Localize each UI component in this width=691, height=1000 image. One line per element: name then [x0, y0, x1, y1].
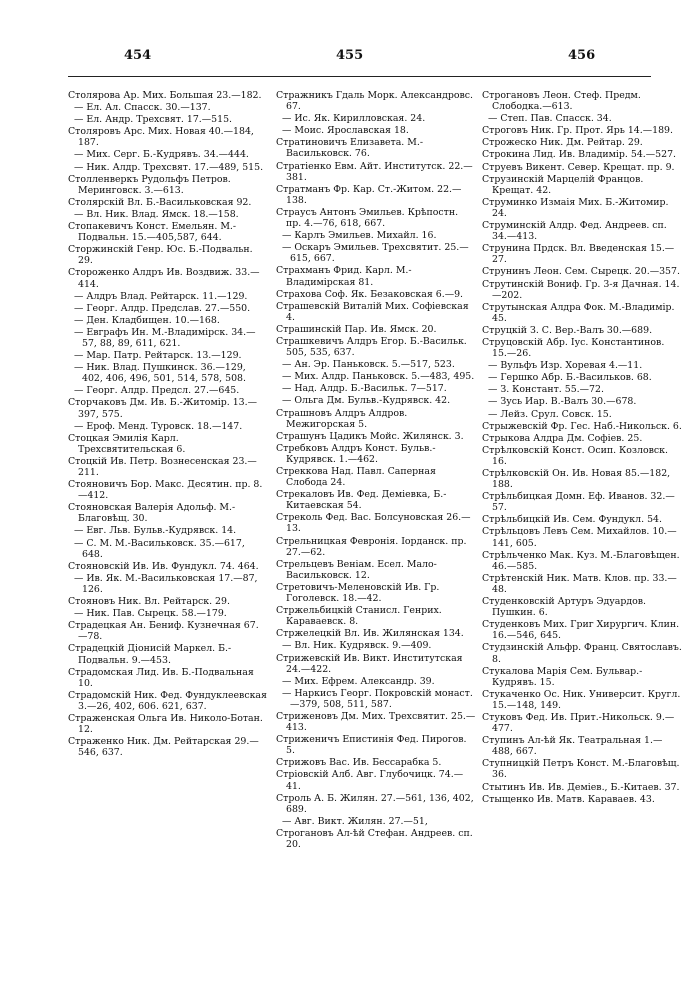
directory-entry: Стрельницкая Февронія. Іорданск. пр. 27.—62. — [276, 535, 467, 558]
directory-entry: Стрѣлковскій Конст. Осип. Козловск. 16. — [482, 444, 669, 467]
page-number-right: 456 — [568, 48, 596, 63]
directory-entry: Ступинъ Ал-ѣй Як. Театральная 1.—488, 667. — [482, 735, 663, 758]
directory-entry: Страшевскій Виталій Мих. Софіевская 4. — [276, 300, 469, 323]
directory-entry: — Георг. Алдр. Предслав. 27.—550. — [74, 302, 251, 314]
directory-entry: Стояновъ Ник. Вл. Рейтарск. 29. — [68, 596, 230, 608]
directory-entry: Столяровъ Арс. Мих. Новая 40.—184, 187. — [68, 126, 254, 149]
directory-entry: Страженская Ольга Ив. Николо-Ботан. 12. — [68, 712, 263, 736]
directory-entry: Строль А. Б. Жилян. 27.—561, 136, 402, 689. — [276, 792, 474, 815]
directory-entry: — Оскаръ Эмильев. Трехсвятит. 25.—615, 667. — [282, 242, 469, 265]
directory-entry: Стрельцевъ Веніам. Есел. Мало-Васильковск. 12. — [276, 558, 437, 581]
directory-entry: Струнина Прдск. Вл. Введенская 15.—27. — [482, 243, 675, 266]
directory-entry: Струцовскій Абр. Іус. Константинов. 15.—26. — [482, 336, 665, 360]
directory-entry: Страшинскій Пар. Ив. Ямск. 20. — [276, 323, 437, 335]
directory-entry: — Мих. Алдр. Паньковск. 5.—483, 495. — [282, 371, 475, 383]
directory-entry: Стржелецкій Вл. Ив. Жилянская 134. — [276, 628, 464, 640]
directory-entry: Стржельбицкій Станисл. Генрих. Караваевск. 8. — [276, 605, 442, 628]
directory-entry: Ступницкій Петръ Конст. М.-Благовѣщ. 36. — [482, 758, 680, 781]
directory-entry: Стреколь Фед. Вас. Болсуновская 26.—13. — [276, 512, 471, 535]
directory-entry: Стоцкій Ив. Петр. Вознесенская 23.—211. — [68, 455, 257, 478]
directory-entry: Струзинскій Марцелій Францов. Крещат. 42. — [482, 173, 644, 196]
directory-entry: Стрижовъ Вас. Ив. Бессарабка 5. — [276, 757, 442, 769]
directory-entry: — Вульфъ Изр. Хоревая 4.—11. — [488, 360, 643, 372]
directory-entry: Стрѣльцовъ Левъ Сем. Михайлов. 10.—141, 605. — [482, 526, 677, 549]
directory-entry: — Авг. Викт. Жилян. 27.—51, — [282, 815, 428, 827]
directory-entry: Струцкій З. С. Вер.-Валъ 30.—689. — [482, 324, 653, 336]
directory-entry: — Ник. Влад. Пушкинск. 36.—129, 402, 406, 496, 501, 514, 578, 508. — [74, 362, 246, 385]
directory-entry: — Евграфъ Ин. М.-Владимірск. 34.—57, 88, 89, 611, 621. — [74, 326, 256, 349]
directory-entry: Струевъ Викент. Север. Крещат. пр. 9. — [482, 161, 675, 173]
directory-entry: Столленверкъ Рудольфъ Петров. Меринговск. 3.—613. — [68, 173, 231, 196]
directory-entry: Стопакевичъ Конст. Емельян. М.-Подвальн. 15.—405,587, 644. — [68, 221, 237, 244]
directory-entry: Стріовскій Алб. Авг. Глубочицк. 74.—41. — [276, 769, 464, 792]
directory-column-left — [68, 90, 268, 759]
directory-entry: Строгановъ Ал-ѣй Стефан. Андреев. сп. 20. — [276, 827, 473, 850]
directory-entry: Стриженовъ Дм. Мих. Трехсвятит. 25.—413. — [276, 710, 476, 734]
directory-entry: Струминскій Алдр. Фед. Андреев. сп. 34.—413. — [482, 220, 667, 243]
directory-entry: Стреккова Над. Павл. Саперная Слобода 24. — [276, 466, 436, 489]
directory-entry: Стрѣлковскій Он. Ив. Новая 85.—182, 188. — [482, 468, 671, 491]
directory-entry: Сторжинскій Генр. Юс. Б.-Подвальн. 29. — [68, 244, 253, 267]
directory-entry: Стояновичъ Бор. Макс. Десятин. пр. 8.—412. — [68, 479, 263, 502]
directory-entry: Столярова Ар. Мих. Большая 23.—182. — [68, 90, 262, 101]
directory-entry: Стрѣльбицкая Домн. Еф. Иванов. 32.—57. — [482, 491, 675, 514]
directory-entry: Стытинъ Ив. Ив. Деміев., Б.-Китаев. 37. — [482, 781, 680, 793]
directory-entry: — Лейз. Срул. Совск. 15. — [488, 408, 612, 420]
directory-entry: — Ис. Як. Кирилловская. 24. — [282, 113, 426, 125]
directory-entry: Студенковъ Мих. Григ Хирургич. Клин. 16.—546, 645. — [482, 619, 680, 642]
directory-entry: Строкина Лид. Ив. Владимір. 54.—527. — [482, 149, 677, 161]
directory-entry: — Ив. Як. М.-Васильковская 17.—87, 126. — [74, 572, 258, 595]
directory-entry: — Наркисъ Георг. Покровскій монаст.—379, 508, 511, 587. — [282, 687, 473, 710]
directory-entry: Стуковъ Фед. Ив. Прит.-Никольск. 9.—477. — [482, 711, 675, 735]
directory-entry: Студенковскій Артуръ Эдуардов. Пушкин. 6. — [482, 596, 647, 619]
directory-entry: Страженко Ник. Дм. Рейтарская 29.—546, 637. — [68, 736, 259, 759]
directory-entry: — Вл. Ник. Влад. Ямск. 18.—158. — [74, 208, 239, 220]
directory-entry: — Ник. Пав. Сырецк. 58.—179. — [74, 608, 227, 620]
directory-entry: — Гершко Абр. Б.-Васильков. 68. — [488, 372, 652, 384]
directory-entry: Страхманъ Фрид. Карл. М.-Владимірская 81. — [276, 265, 412, 288]
directory-entry: Стрекаловъ Ив. Фед. Деміевка, Б.-Китаевская 54. — [276, 489, 447, 512]
directory-column-right — [482, 90, 682, 806]
directory-entry: Стрыжевскій Фр. Гес. Наб.-Никольск. 6. — [482, 420, 682, 432]
directory-entry: — Ник. Алдр. Трехсвят. 17.—489, 515. — [74, 161, 264, 173]
directory-entry: Страдомская Лид. Ив. Б.-Подвальная 10. — [68, 666, 254, 689]
directory-entry: Струтинскій Вониф. Гр. 3-я Дачная. 14.—202. — [482, 278, 680, 301]
directory-entry: — Евг. Льв. Бульв.-Кудрявск. 14. — [74, 525, 237, 537]
directory-column-middle — [276, 90, 476, 851]
directory-entry: Стратманъ Фр. Кар. Ст.-Житом. 22.—138. — [276, 183, 462, 206]
directory-entry: — Моис. Ярославская 18. — [282, 125, 409, 137]
directory-entry: Стрѣльченко Мак. Куз. М.-Благовѣщен. 46.—585. — [482, 549, 680, 572]
directory-entry: — Вл. Ник. Кудрявск. 9.—409. — [282, 640, 432, 652]
directory-entry: — Мих. Серг. Б.-Кудрявъ. 34.—444. — [74, 149, 249, 161]
directory-entry: Страдомскій Ник. Фед. Фундуклеевская 3.—26, 402, 606. 621, 637. — [68, 689, 267, 712]
directory-entry: Струминко Измаія Мих. Б.-Житомир. 24. — [482, 196, 669, 219]
directory-entry: Стражникъ Гдаль Морк. Александровс. 67. — [276, 90, 474, 113]
header-rule — [68, 76, 651, 77]
directory-entry: Столярскій Вл. Б.-Васильковская 92. — [68, 196, 252, 208]
directory-entry: Стрыкова Алдра Дм. Софіев. 25. — [482, 432, 643, 444]
directory-entry: — Ольга Дм. Бульв.-Кудрявск. 42. — [282, 395, 451, 407]
directory-entry: — Ел. Ал. Спасск. 30.—137. — [74, 102, 211, 114]
directory-entry: Стороженко Алдръ Ив. Воздвиж. 33.—414. — [68, 267, 260, 290]
directory-entry: Сторчаковъ Дм. Ив. Б.-Житомір. 13.—397, 575. — [68, 397, 257, 420]
directory-entry: Стрѣльбицкій Ив. Сем. Фундукл. 54. — [482, 514, 662, 526]
directory-entry: Страусъ Антонъ Эмильев. Крѣпостн. пр. 4.—76, 618, 667. — [276, 206, 459, 230]
directory-entry: — С. М. М.-Васильковск. 35.—617, 648. — [74, 537, 245, 560]
directory-entry: Стретовичъ-Меленовскій Ив. Гр. Гоголевск. 18.—42. — [276, 581, 440, 605]
directory-entry: — Алдръ Влад. Рейтарск. 11.—129. — [74, 290, 248, 302]
directory-entry: Струтынская Алдра Фок. М.-Владимір. 45. — [482, 301, 675, 324]
directory-entry: Стрижевскій Ив. Викт. Институтская 24.—422. — [276, 652, 463, 675]
directory-entry: — Зусь Иар. В.-Валъ 30.—678. — [488, 396, 637, 408]
directory-entry: Строгановъ Леон. Стеф. Предм. Слободка.—613. — [482, 90, 641, 113]
directory-entry: — З. Констант. 55.—72. — [488, 384, 604, 396]
directory-entry: Страшкевичъ Алдръ Егор. Б.-Васильк. 505, 535, 637. — [276, 335, 467, 359]
directory-entry: Струнинъ Леон. Сем. Сырецк. 20.—357. — [482, 266, 680, 278]
directory-entry: Стыщенко Ив. Матв. Караваев. 43. — [482, 793, 655, 805]
directory-entry: — Над. Алдр. Б.-Васильк. 7—517. — [282, 383, 447, 395]
directory-entry: Стратіенко Евм. Айт. Институтск. 22.—381. — [276, 160, 473, 183]
directory-entry: Стребковъ Алдръ Конст. Бульв.-Кудрявск. 1.—462. — [276, 442, 436, 465]
page-number-left: 454 — [124, 48, 152, 63]
directory-entry: Строжеско Ник. Дм. Рейтар. 29. — [482, 137, 643, 149]
directory-entry: Стриженичъ Епистинія Фед. Пирогов. 5. — [276, 734, 467, 757]
directory-entry: Строговъ Ник. Гр. Прот. Ярь 14.—189. — [482, 125, 673, 137]
directory-entry: Страдецкій Діонисій Маркел. Б.-Подвальн. 9.—453. — [68, 643, 232, 666]
directory-entry: Стоцкая Эмилія Карл. Трехсвятительская 6. — [68, 432, 186, 455]
directory-entry: — Ан. Эр. Паньковск. 5.—517, 523. — [282, 359, 455, 371]
directory-entry: Стояновская Валерія Адольф. М.-Благовѣщ. 30. — [68, 502, 236, 525]
directory-entry: — Ден. Кладбищен. 10.—168. — [74, 314, 220, 326]
directory-entry: — Степ. Пав. Спасск. 34. — [488, 113, 612, 125]
directory-entry: — Ел. Андр. Трехсвят. 17.—515. — [74, 114, 233, 126]
directory-entry: Страдецкая Ан. Бениф. Кузнечная 67.—78. — [68, 620, 259, 643]
directory-entry: Студзинскій Альфр. Франц. Святославъ. 8. — [482, 642, 682, 665]
directory-entry: — Мих. Ефрем. Александр. 39. — [282, 675, 435, 687]
page-number-center: 455 — [336, 48, 364, 63]
directory-entry: — Ероф. Менд. Туровск. 18.—147. — [74, 420, 243, 432]
directory-entry: — Карлъ Эмильев. Михайл. 16. — [282, 230, 437, 242]
directory-entry: Стрѣтенскій Ник. Матв. Клов. пр. 33.—48. — [482, 572, 677, 595]
directory-entry: Страшновъ Алдръ Алдров. Межигорская 5. — [276, 407, 408, 430]
directory-entry: — Мар. Патр. Рейтарск. 13.—129. — [74, 350, 242, 362]
directory-entry: Стукалова Марія Сем. Бульвар.-Кудрявъ. 15. — [482, 665, 643, 688]
directory-entry: Стратиновичъ Елизавета. М.-Васильковск. 76. — [276, 137, 424, 160]
directory-entry: Страшунъ Цадикъ Мойс. Жилянск. 3. — [276, 430, 464, 442]
directory-entry: Стояновскій Ив. Ив. Фундукл. 74. 464. — [68, 560, 259, 572]
directory-entry: Страхова Соф. Як. Безаковская 6.—9. — [276, 288, 464, 300]
directory-entry: Стукаченко Ос. Ник. Университ. Кругл. 15.—148, 149. — [482, 688, 681, 711]
directory-entry: — Георг. Алдр. Предсл. 27.—645. — [74, 385, 240, 397]
page-header — [0, 48, 691, 70]
